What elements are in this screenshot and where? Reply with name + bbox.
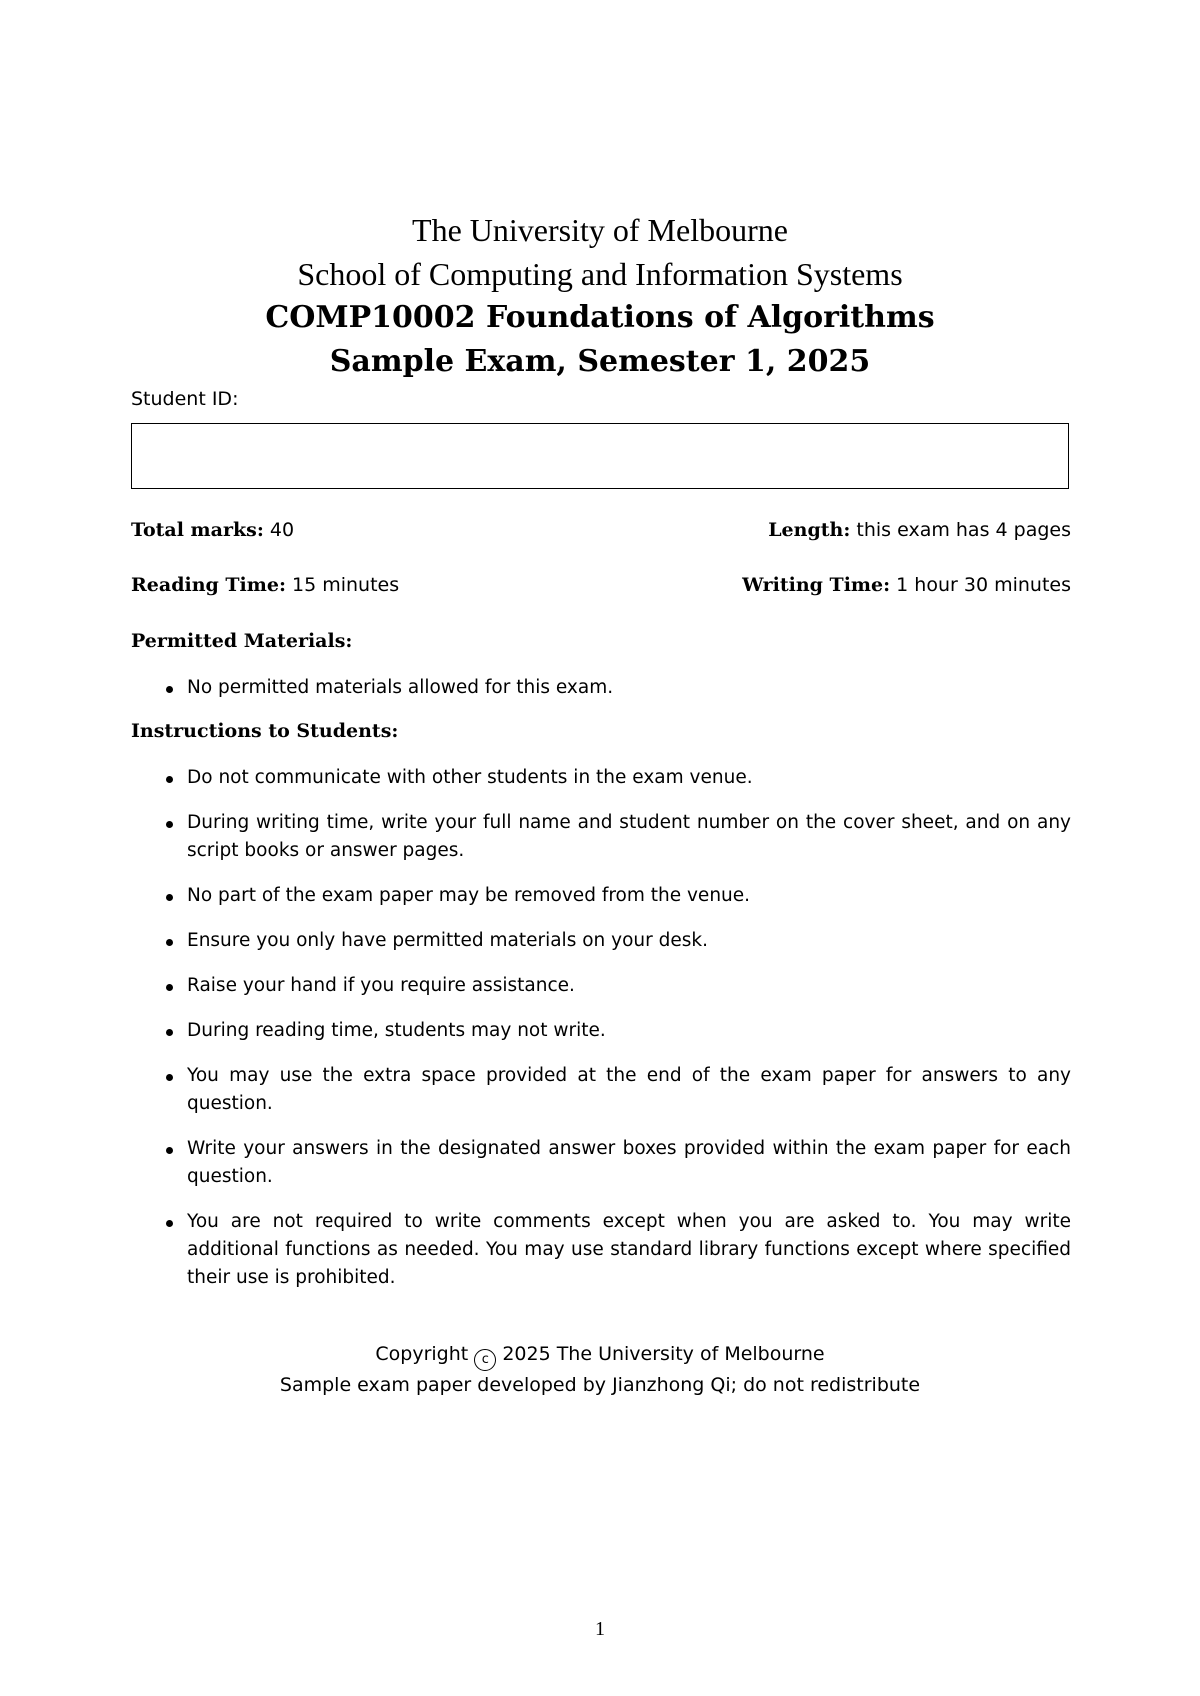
list-item: No part of the exam paper may be removed from the venue. [131,882,1071,910]
university-name: The University of Melbourne [412,212,788,248]
length-label: Length: [768,519,851,541]
redistribution-note: Sample exam paper developed by Jianzhong Qi; do not redistribute [279,1374,921,1396]
list-item: You are not required to write comments except when you are asked to. You may write additional functions as needed. You may use standard library functions except where specified their use is prohibited. [131,1208,1071,1292]
permitted-materials-title: Permitted Materials: [131,630,353,652]
school-name: School of Computing and Information Systems [297,256,903,292]
list-item: Write your answers in the designated answer boxes provided within the exam paper for each question. [131,1135,1071,1191]
student-id-label: Student ID: [131,388,239,410]
list-item: During reading time, students may not write. [131,1017,1071,1045]
instructions-list [131,764,1071,1309]
list-item: You may use the extra space provided at the end of the exam paper for answers to any question. [131,1062,1071,1118]
writing-time-value: 1 hour 30 minutes [896,574,1071,596]
list-item: During writing time, write your full name and student number on the cover sheet, and on any script books or answer pages. [131,809,1071,865]
exam-header [0,208,1200,384]
total-marks-value: 40 [269,519,295,541]
page-number: 1 [595,1618,605,1640]
copyright-footer [0,1340,1200,1399]
student-id-box[interactable] [131,423,1069,489]
course-title: COMP10002 Foundations of Algorithms [265,300,935,335]
writing-time-label: Writing Time: [742,574,891,596]
reading-time-value: 15 minutes [292,574,400,596]
instructions-title: Instructions to Students: [131,720,399,742]
permitted-materials-list [131,674,1071,719]
copyright-rest: 2025 The University of Melbourne [502,1343,825,1365]
marks-length-row [131,519,1071,541]
list-item: No permitted materials allowed for this exam. [131,674,1071,702]
list-item: Raise your hand if you require assistance. [131,972,1071,1000]
time-row [131,574,1071,596]
list-item: Do not communicate with other students in the exam venue. [131,764,1071,792]
copyright-prefix: Copyright [375,1343,469,1365]
reading-time-label: Reading Time: [131,574,286,596]
list-item: Ensure you only have permitted materials on your desk. [131,927,1071,955]
length-value: this exam has 4 pages [856,519,1071,541]
copyright-line [0,1340,1200,1371]
exam-title: Sample Exam, Semester 1, 2025 [329,344,871,379]
copyright-icon: c [474,1349,496,1371]
total-marks-label: Total marks: [131,519,264,541]
